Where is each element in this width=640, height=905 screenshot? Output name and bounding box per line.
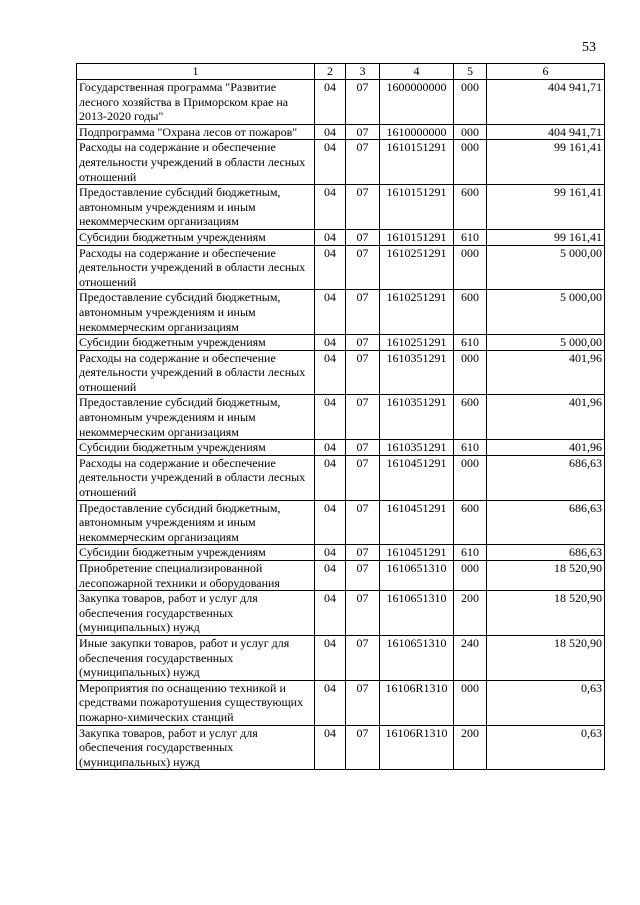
item-name: Расходы на содержание и обеспечение деятельности учреждений в области лесных отношений [77, 455, 315, 500]
target-article-code: 1600000000 [380, 80, 454, 125]
column-header: 1 [77, 64, 315, 80]
target-article-code: 1610151291 [380, 185, 454, 230]
amount: 99 161,41 [487, 140, 605, 185]
section-code: 04 [315, 80, 346, 125]
section-code: 04 [315, 635, 346, 680]
expense-type-code: 200 [454, 725, 487, 770]
amount: 0,63 [487, 725, 605, 770]
column-header: 6 [487, 64, 605, 80]
item-name: Субсидии бюджетным учреждениям [77, 545, 315, 561]
amount: 99 161,41 [487, 185, 605, 230]
subsection-code: 07 [346, 229, 380, 245]
page-number: 53 [582, 40, 596, 55]
table-row [77, 561, 605, 591]
expense-type-code: 610 [454, 335, 487, 351]
section-code: 04 [315, 140, 346, 185]
item-name: Предоставление субсидий бюджетным, автономным учреждениям и иным некоммерческим организациям [77, 290, 315, 335]
section-code: 04 [315, 335, 346, 351]
subsection-code: 07 [346, 680, 380, 725]
section-code: 04 [315, 561, 346, 591]
target-article-code: 1610251291 [380, 335, 454, 351]
expense-type-code: 600 [454, 500, 487, 545]
table-row [77, 335, 605, 351]
target-article-code: 16106R1310 [380, 680, 454, 725]
header-row [77, 64, 605, 80]
expense-type-code: 600 [454, 290, 487, 335]
table-row [77, 290, 605, 335]
subsection-code: 07 [346, 561, 380, 591]
amount: 401,96 [487, 395, 605, 440]
target-article-code: 1610351291 [380, 350, 454, 395]
target-article-code: 1610451291 [380, 455, 454, 500]
section-code: 04 [315, 395, 346, 440]
expense-type-code: 240 [454, 635, 487, 680]
table-row [77, 229, 605, 245]
amount: 686,63 [487, 500, 605, 545]
section-code: 04 [315, 350, 346, 395]
table-row [77, 455, 605, 500]
table-row [77, 591, 605, 636]
target-article-code: 1610151291 [380, 229, 454, 245]
amount: 404 941,71 [487, 80, 605, 125]
item-name: Закупка товаров, работ и услуг для обеспечения государственных (муниципальных) нужд [77, 591, 315, 636]
amount: 5 000,00 [487, 290, 605, 335]
item-name: Субсидии бюджетным учреждениям [77, 335, 315, 351]
subsection-code: 07 [346, 290, 380, 335]
expense-type-code: 000 [454, 140, 487, 185]
column-header: 2 [315, 64, 346, 80]
table-row [77, 440, 605, 456]
section-code: 04 [315, 440, 346, 456]
section-code: 04 [315, 500, 346, 545]
amount: 401,96 [487, 440, 605, 456]
section-code: 04 [315, 245, 346, 290]
subsection-code: 07 [346, 140, 380, 185]
target-article-code: 1610451291 [380, 545, 454, 561]
expense-type-code: 610 [454, 440, 487, 456]
subsection-code: 07 [346, 725, 380, 770]
expense-type-code: 000 [454, 245, 487, 290]
subsection-code: 07 [346, 500, 380, 545]
budget-table [76, 63, 605, 770]
item-name: Предоставление субсидий бюджетным, автономным учреждениям и иным некоммерческим организациям [77, 395, 315, 440]
amount: 18 520,90 [487, 561, 605, 591]
section-code: 04 [315, 591, 346, 636]
target-article-code: 1610651310 [380, 591, 454, 636]
target-article-code: 1610651310 [380, 635, 454, 680]
expense-type-code: 610 [454, 545, 487, 561]
subsection-code: 07 [346, 80, 380, 125]
item-name: Субсидии бюджетным учреждениям [77, 229, 315, 245]
section-code: 04 [315, 124, 346, 140]
table-row [77, 140, 605, 185]
amount: 686,63 [487, 455, 605, 500]
table-row [77, 350, 605, 395]
table-row [77, 725, 605, 770]
target-article-code: 1610251291 [380, 290, 454, 335]
subsection-code: 07 [346, 185, 380, 230]
table-row [77, 395, 605, 440]
section-code: 04 [315, 229, 346, 245]
item-name: Предоставление субсидий бюджетным, автономным учреждениям и иным некоммерческим организациям [77, 185, 315, 230]
column-header: 4 [380, 64, 454, 80]
expense-type-code: 600 [454, 395, 487, 440]
target-article-code: 1610000000 [380, 124, 454, 140]
target-article-code: 1610351291 [380, 395, 454, 440]
amount: 5 000,00 [487, 335, 605, 351]
subsection-code: 07 [346, 440, 380, 456]
expense-type-code: 000 [454, 680, 487, 725]
subsection-code: 07 [346, 591, 380, 636]
amount: 686,63 [487, 545, 605, 561]
subsection-code: 07 [346, 245, 380, 290]
table-row [77, 245, 605, 290]
table-row [77, 500, 605, 545]
amount: 404 941,71 [487, 124, 605, 140]
section-code: 04 [315, 290, 346, 335]
table-row [77, 124, 605, 140]
subsection-code: 07 [346, 124, 380, 140]
item-name: Расходы на содержание и обеспечение деятельности учреждений в области лесных отношений [77, 350, 315, 395]
expense-type-code: 200 [454, 591, 487, 636]
expense-type-code: 000 [454, 124, 487, 140]
target-article-code: 1610151291 [380, 140, 454, 185]
section-code: 04 [315, 185, 346, 230]
target-article-code: 1610351291 [380, 440, 454, 456]
subsection-code: 07 [346, 395, 380, 440]
expense-type-code: 000 [454, 561, 487, 591]
table-row [77, 635, 605, 680]
item-name: Приобретение специализированной лесопожарной техники и оборудования [77, 561, 315, 591]
amount: 18 520,90 [487, 635, 605, 680]
amount: 401,96 [487, 350, 605, 395]
item-name: Подпрограмма "Охрана лесов от пожаров" [77, 124, 315, 140]
amount: 0,63 [487, 680, 605, 725]
item-name: Закупка товаров, работ и услуг для обеспечения государственных (муниципальных) нужд [77, 725, 315, 770]
expense-type-code: 610 [454, 229, 487, 245]
subsection-code: 07 [346, 635, 380, 680]
amount: 99 161,41 [487, 229, 605, 245]
expense-type-code: 600 [454, 185, 487, 230]
subsection-code: 07 [346, 545, 380, 561]
section-code: 04 [315, 455, 346, 500]
column-header: 3 [346, 64, 380, 80]
target-article-code: 1610651310 [380, 561, 454, 591]
amount: 5 000,00 [487, 245, 605, 290]
item-name: Государственная программа "Развитие лесного хозяйства в Приморском крае на 2013-2020 годы" [77, 80, 315, 125]
target-article-code: 1610251291 [380, 245, 454, 290]
section-code: 04 [315, 725, 346, 770]
table-row [77, 185, 605, 230]
table-row [77, 545, 605, 561]
section-code: 04 [315, 680, 346, 725]
subsection-code: 07 [346, 335, 380, 351]
expense-type-code: 000 [454, 80, 487, 125]
target-article-code: 1610451291 [380, 500, 454, 545]
amount: 18 520,90 [487, 591, 605, 636]
item-name: Расходы на содержание и обеспечение деятельности учреждений в области лесных отношений [77, 140, 315, 185]
table-row [77, 680, 605, 725]
item-name: Расходы на содержание и обеспечение деятельности учреждений в области лесных отношений [77, 245, 315, 290]
section-code: 04 [315, 545, 346, 561]
expense-type-code: 000 [454, 455, 487, 500]
subsection-code: 07 [346, 455, 380, 500]
table-row [77, 80, 605, 125]
subsection-code: 07 [346, 350, 380, 395]
target-article-code: 16106R1310 [380, 725, 454, 770]
item-name: Субсидии бюджетным учреждениям [77, 440, 315, 456]
item-name: Мероприятия по оснащению техникой и средствами пожаротушения существующих пожарно-химических станций [77, 680, 315, 725]
column-header: 5 [454, 64, 487, 80]
item-name: Предоставление субсидий бюджетным, автономным учреждениям и иным некоммерческим организациям [77, 500, 315, 545]
expense-type-code: 000 [454, 350, 487, 395]
item-name: Иные закупки товаров, работ и услуг для обеспечения государственных (муниципальных) нужд [77, 635, 315, 680]
